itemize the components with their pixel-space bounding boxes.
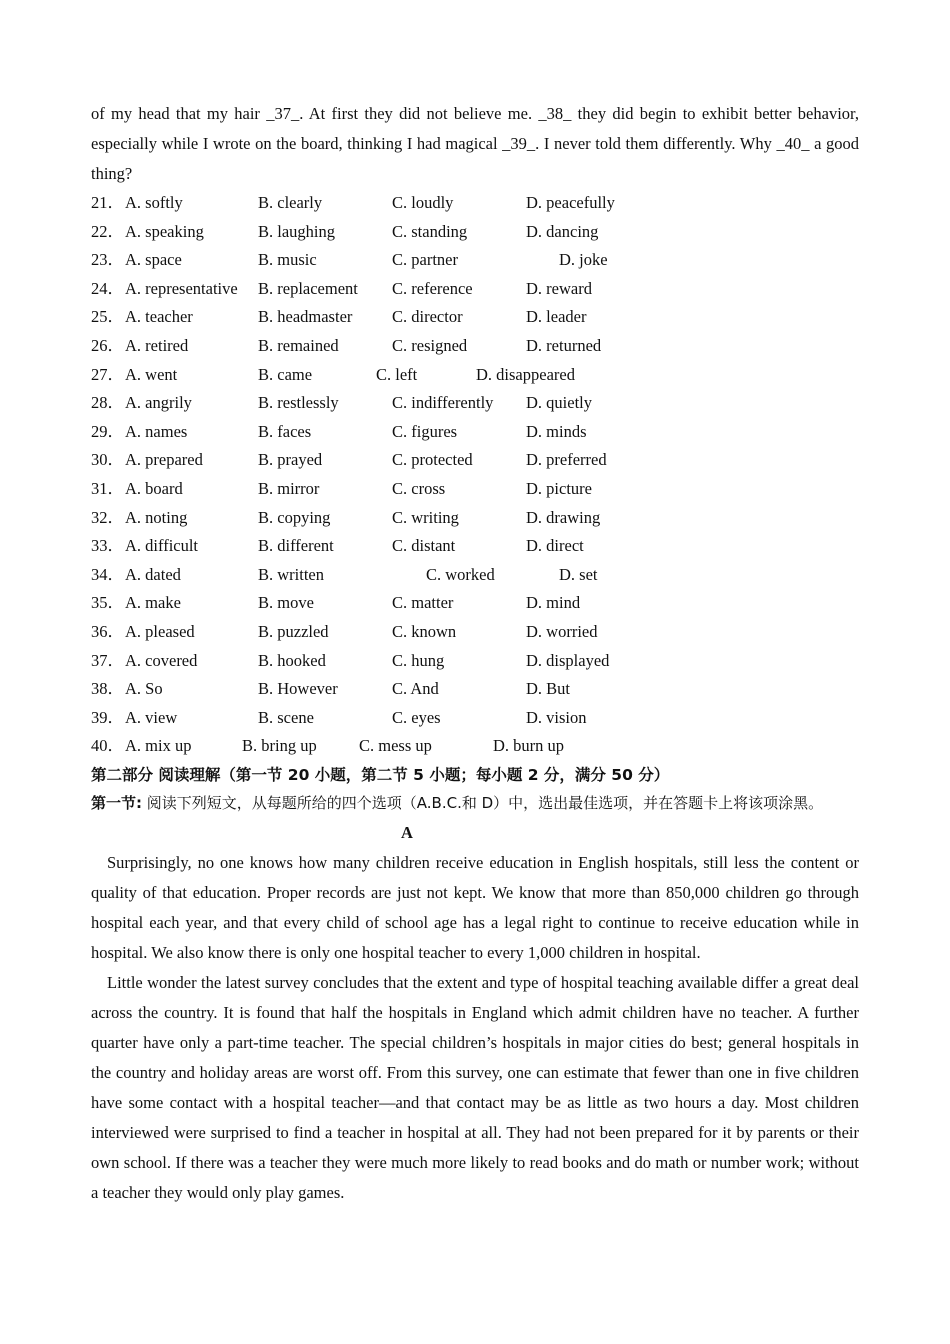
question-row <box>91 332 859 361</box>
question-number: 29． <box>91 421 124 441</box>
option-a: A. difficult <box>125 536 199 556</box>
option-b: B. faces <box>258 421 312 441</box>
option-a: A. went <box>125 364 178 384</box>
question-number: 36． <box>91 621 124 641</box>
option-d: D. peacefully <box>526 193 615 212</box>
option-b: B. restlessly <box>258 393 339 413</box>
option-c: C. indifferently <box>392 393 494 413</box>
option-a: A. retired <box>125 335 189 355</box>
question-row <box>91 361 859 390</box>
option-c: C. matter <box>392 593 454 613</box>
question-row <box>91 732 859 761</box>
question-number: 34． <box>91 564 124 584</box>
question-row <box>91 475 859 504</box>
option-a: A. softly <box>125 193 183 212</box>
question-row <box>91 446 859 475</box>
question-number: 38． <box>91 679 124 699</box>
question-number: 26． <box>91 335 124 355</box>
question-row <box>91 704 859 733</box>
option-b: B. bring up <box>242 736 317 756</box>
cloze-options-list <box>91 189 859 761</box>
option-a: A. names <box>125 421 188 441</box>
question-row <box>91 504 859 533</box>
question-row <box>91 532 859 561</box>
option-c: C. writing <box>392 507 459 527</box>
option-c: C. standing <box>392 221 468 241</box>
passage-paragraph-2: Little wonder the latest survey concludes that the extent and type of hospital teaching available differ a great deal across the country. It is found that half the hospitals in England which admit children have no teacher. A further quarter have only a part-time teacher. The special children’s hospitals in major cities do best; general hospitals in the country and holiday areas are worst off. From this survey, one can estimate that fewer than one in five children have some contact with a hospital teacher—and that contact may be as little as two hours a day. Most children interviewed were surprised to find a teacher in hospital at all. They had not been prepared for it by parents or their own school. If there was a teacher they were much more likely to read books and do math or number work; without a teacher they would only play games. <box>91 972 859 1202</box>
option-b: B. mirror <box>258 478 320 498</box>
section-instruction-label: 第一节: <box>91 793 142 812</box>
option-b: B. hooked <box>258 650 326 670</box>
option-a: A. view <box>125 707 178 727</box>
section-instruction <box>91 789 859 818</box>
option-d: D. picture <box>526 478 592 498</box>
option-d: D. displayed <box>526 650 610 670</box>
option-d: D. vision <box>526 707 587 727</box>
question-number: 39． <box>91 707 124 727</box>
option-a: A. space <box>125 250 182 270</box>
question-number: 30． <box>91 450 124 470</box>
option-b: B. replacement <box>258 278 358 298</box>
option-c: C. loudly <box>392 193 454 212</box>
option-d: D. burn up <box>493 736 565 756</box>
option-b: B. headmaster <box>258 307 353 327</box>
option-a: A. pleased <box>125 621 195 641</box>
option-a: A. representative <box>125 278 238 298</box>
question-number: 37． <box>91 650 124 670</box>
option-d: D. But <box>526 679 571 699</box>
option-a: A. make <box>125 593 181 613</box>
question-number: 25． <box>91 307 124 327</box>
intro-paragraph: of my head that my hair _37_. At first they did not believe me. _38_ they did begin to exhibit better behavior, especially while I wrote on the board, thinking I had magical _39_. I never told them differently. Why _40_ a good thing? <box>91 104 859 183</box>
option-b: B. music <box>258 250 317 270</box>
option-d: D. reward <box>526 278 592 298</box>
option-c: C. partner <box>392 250 458 270</box>
question-row <box>91 218 859 247</box>
question-number: 31． <box>91 478 124 498</box>
option-d: D. drawing <box>526 507 601 527</box>
option-b: B. different <box>258 536 334 556</box>
option-d: D. worried <box>526 621 598 641</box>
passage-title: A <box>401 822 413 842</box>
question-row <box>91 418 859 447</box>
option-b: B. written <box>258 564 324 584</box>
question-row <box>91 389 859 418</box>
option-c: C. worked <box>426 564 495 584</box>
option-c: C. protected <box>392 450 473 470</box>
option-a: A. noting <box>125 507 188 527</box>
option-b: B. came <box>258 364 313 384</box>
option-b: B. prayed <box>258 450 323 470</box>
option-d: D. leader <box>526 307 587 327</box>
question-row <box>91 647 859 676</box>
option-b: B. remained <box>258 335 339 355</box>
section-heading: 第二部分 阅读理解（第一节 20 小题，第二节 5 小题；每小题 2 分，满分 50 分） <box>91 765 670 784</box>
option-a: A. teacher <box>125 307 193 327</box>
question-number: 21． <box>91 193 124 212</box>
option-a: A. covered <box>125 650 198 670</box>
document-page <box>91 99 859 1208</box>
option-d: D. minds <box>526 421 587 441</box>
question-number: 35． <box>91 593 124 613</box>
option-d: D. preferred <box>526 450 607 470</box>
option-d: D. direct <box>526 536 584 556</box>
option-b: B. scene <box>258 707 314 727</box>
option-a: A. speaking <box>125 221 204 241</box>
question-row <box>91 618 859 647</box>
option-b: B. puzzled <box>258 621 329 641</box>
option-a: A. So <box>125 679 163 699</box>
option-c: C. director <box>392 307 463 327</box>
option-b: B. clearly <box>258 193 323 212</box>
option-c: C. reference <box>392 278 473 298</box>
question-number: 23． <box>91 250 124 270</box>
option-c: C. resigned <box>392 335 468 355</box>
option-c: C. left <box>376 364 418 384</box>
question-number: 28． <box>91 393 124 413</box>
option-c: C. mess up <box>359 736 432 756</box>
option-b: B. move <box>258 593 314 613</box>
question-number: 32． <box>91 507 124 527</box>
option-c: C. figures <box>392 421 458 441</box>
option-d: D. dancing <box>526 221 599 241</box>
option-c: C. distant <box>392 536 456 556</box>
question-number: 27． <box>91 364 124 384</box>
question-row <box>91 303 859 332</box>
section-instruction-text: 阅读下列短文，从每题所给的四个选项（A.B.C.和 D）中，选出最佳选项，并在答题卡上将该项涂黑。 <box>142 793 824 812</box>
option-b: B. copying <box>258 507 331 527</box>
question-row <box>91 275 859 304</box>
option-a: A. mix up <box>125 736 192 756</box>
question-row <box>91 561 859 590</box>
question-number: 22． <box>91 221 124 241</box>
question-number: 40． <box>91 736 124 756</box>
option-c: C. cross <box>392 478 446 498</box>
option-c: C. eyes <box>392 707 441 727</box>
option-d: D. joke <box>559 250 608 270</box>
question-number: 24． <box>91 278 124 298</box>
question-row <box>91 189 859 218</box>
question-row <box>91 675 859 704</box>
option-a: A. angrily <box>125 393 192 413</box>
option-a: A. board <box>125 478 183 498</box>
option-a: A. prepared <box>125 450 203 470</box>
option-c: C. known <box>392 621 457 641</box>
option-b: B. However <box>258 679 338 699</box>
option-d: D. quietly <box>526 393 592 413</box>
option-c: C. hung <box>392 650 445 670</box>
option-d: D. returned <box>526 335 602 355</box>
option-d: D. mind <box>526 593 581 613</box>
option-c: C. And <box>392 679 439 699</box>
passage-paragraph-1: Surprisingly, no one knows how many children receive education in English hospitals, still less the content or quality of that education. Proper records are just not kept. We know that more than 850,000 children go through hospital each year, and that every child of school age has a legal right to continue to receive education while in hospital. We also know there is only one hospital teacher to every 1,000 children in hospital. <box>91 852 859 962</box>
option-a: A. dated <box>125 564 181 584</box>
option-b: B. laughing <box>258 221 335 241</box>
question-row <box>91 589 859 618</box>
option-d: D. disappeared <box>476 364 575 384</box>
question-number: 33． <box>91 536 124 556</box>
option-d: D. set <box>559 564 598 584</box>
question-row <box>91 246 859 275</box>
